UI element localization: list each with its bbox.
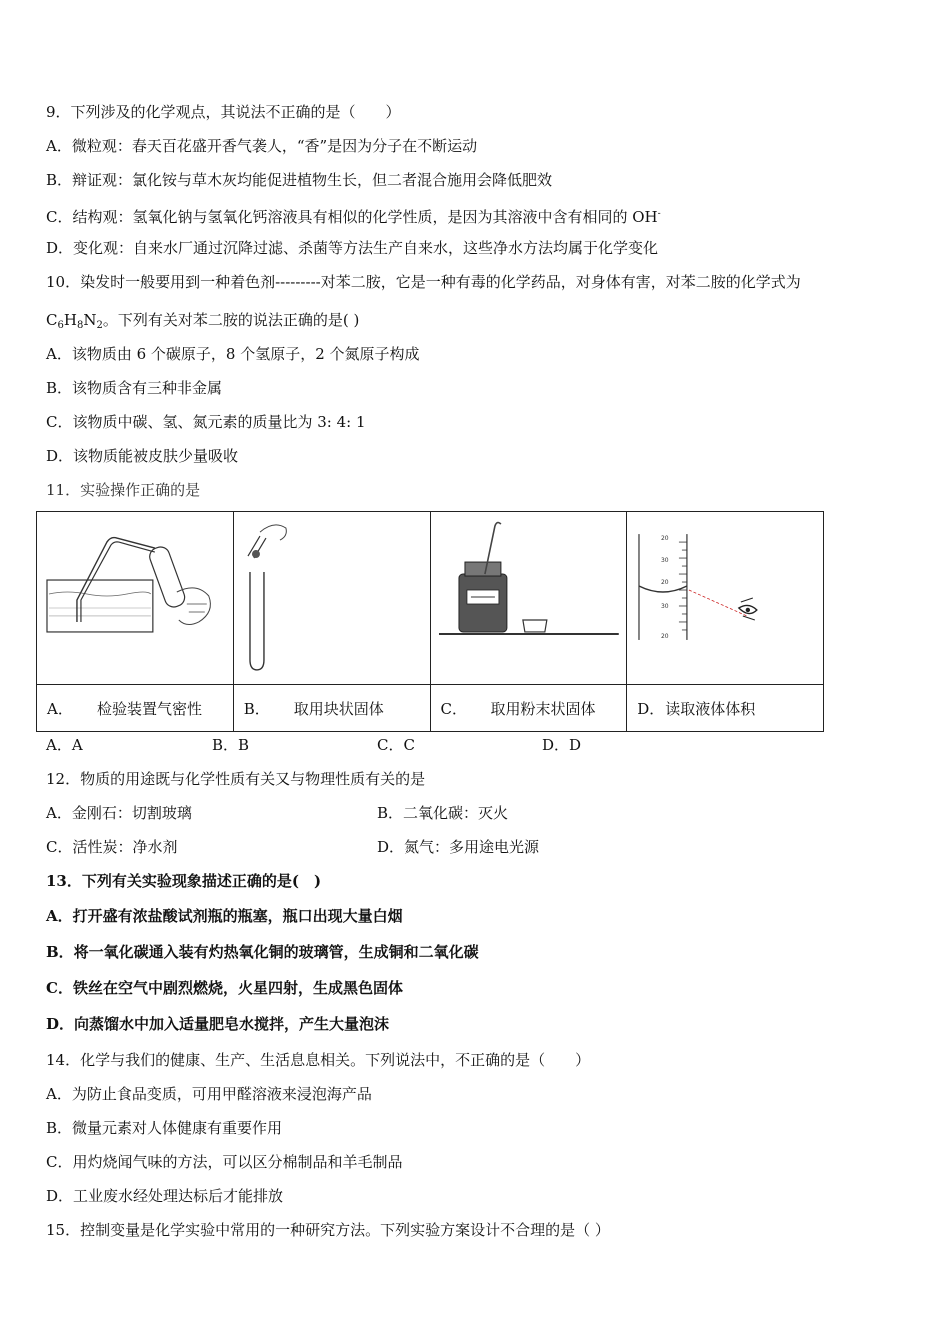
q14-stem: 14．化学与我们的健康、生产、生活息息相关。下列说法中，不正确的是（ ） bbox=[46, 1051, 591, 1069]
q10-stem-tail: 。下列有关对苯二胺的说法正确的是( ) bbox=[102, 311, 360, 329]
figure-b-caption: 取用块状固体 bbox=[293, 699, 384, 718]
q11-stem: 11．实验操作正确的是 bbox=[46, 481, 201, 499]
q13-option-d: D．向蒸馏水中加入适量肥皂水搅拌，产生大量泡沫 bbox=[46, 1015, 390, 1033]
cylinder-tick-4: 30 bbox=[661, 602, 669, 610]
airtightness-check-illustration bbox=[37, 512, 233, 684]
q14-option-d: D．工业废水经处理达标后才能排放 bbox=[46, 1187, 284, 1205]
q10-stem-line2 bbox=[46, 310, 359, 336]
figure-d-cell bbox=[627, 512, 824, 685]
q14-option-a: A．为防止食品变质，可用甲醛溶液来浸泡海产品 bbox=[46, 1085, 372, 1103]
reading-volume-illustration bbox=[627, 512, 823, 684]
q13-stem: 13．下列有关实验现象描述正确的是( ) bbox=[46, 872, 322, 890]
q10-option-b: B．该物质含有三种非金属 bbox=[46, 379, 223, 397]
cylinder-tick-3: 20 bbox=[661, 579, 669, 587]
cylinder-tick-2: 30 bbox=[661, 557, 669, 565]
figure-c-letter: C． bbox=[440, 699, 467, 718]
cylinder-tick-5: 20 bbox=[661, 632, 669, 640]
q14-option-c: C．用灼烧闻气味的方法，可以区分棉制品和羊毛制品 bbox=[46, 1153, 403, 1171]
q13-option-a: A．打开盛有浓盐酸试剂瓶的瓶塞，瓶口出现大量白烟 bbox=[46, 907, 403, 925]
q9-option-b: B．辩证观：氯化铵与草木灰均能促进植物生长，但二者混合施用会降低肥效 bbox=[46, 171, 553, 189]
q10-formula-c-sub: 6 bbox=[57, 320, 64, 331]
figure-d-caption-cell bbox=[627, 685, 824, 732]
figure-a-caption-cell bbox=[37, 685, 234, 732]
q10-option-d: D．该物质能被皮肤少量吸收 bbox=[46, 447, 239, 465]
q12-option-c: C．活性炭：净水剂 bbox=[46, 838, 178, 856]
q11-answer-b: B．B bbox=[212, 736, 250, 754]
q9-option-c: C．结构观：氢氧化钠与氢氧化钙溶液具有相似的化学性质，是因为其溶液中含有相同的 OH bbox=[46, 208, 658, 226]
q9-option-d: D．变化观：自来水厂通过沉降过滤、杀菌等方法生产自来水，这些净水方法均属于化学变化 bbox=[46, 239, 659, 257]
q15-stem: 15．控制变量是化学实验中常用的一种研究方法。下列实验方案设计不合理的是（ ） bbox=[46, 1221, 610, 1239]
q10-option-a: A．该物质由 6 个碳原子，8 个氢原子，2 个氮原子构成 bbox=[46, 345, 420, 363]
q11-answer-c: C．C bbox=[377, 736, 415, 754]
q13-option-c: C．铁丝在空气中剧烈燃烧，火星四射，生成黑色固体 bbox=[46, 979, 403, 997]
figure-b-caption-cell bbox=[233, 685, 430, 732]
q12-option-a: A．金刚石：切割玻璃 bbox=[46, 804, 192, 822]
q9-option-c-line bbox=[46, 204, 661, 227]
q12-stem: 12．物质的用途既与化学性质有关又与物理性质有关的是 bbox=[46, 770, 426, 788]
q14-option-b: B．微量元素对人体健康有重要作用 bbox=[46, 1119, 283, 1137]
q10-stem-line1: 10．染发时一般要用到一种着色剂---------对苯二胺，它是一种有毒的化学药品，对身体有害，对苯二胺的化学式为 bbox=[46, 273, 801, 291]
q12-option-b: B．二氧化碳：灭火 bbox=[377, 804, 509, 822]
q12-option-d: D．氮气：多用途电光源 bbox=[377, 838, 540, 856]
q11-answer-d: D．D bbox=[542, 736, 582, 754]
block-solid-illustration bbox=[234, 512, 430, 684]
figure-d-letter: D． bbox=[637, 699, 665, 718]
q10-option-c: C．该物质中碳、氢、氮元素的质量比为 3: 4: 1 bbox=[46, 413, 366, 431]
figure-b-cell bbox=[233, 512, 430, 685]
figure-d-caption: 读取液体体积 bbox=[665, 699, 756, 718]
q10-formula-n-sub: 2 bbox=[96, 320, 103, 331]
cylinder-tick-1: 20 bbox=[661, 535, 669, 543]
figure-b-letter: B． bbox=[243, 699, 270, 718]
figure-c-caption: 取用粉末状固体 bbox=[490, 699, 596, 718]
figure-a-caption: 检验装置气密性 bbox=[97, 699, 203, 718]
figure-c-caption-cell bbox=[430, 685, 627, 732]
q10-formula-n: N bbox=[83, 311, 97, 329]
figure-a-letter: A． bbox=[47, 699, 73, 718]
q10-formula-c: C bbox=[46, 311, 58, 329]
q10-formula-h-sub: 8 bbox=[76, 320, 84, 331]
q9-stem: 9．下列涉及的化学观点，其说法不正确的是（ ） bbox=[46, 103, 401, 121]
q9-option-c-superscript: - bbox=[657, 209, 661, 219]
q11-figure-table bbox=[36, 511, 824, 732]
figure-c-cell bbox=[430, 512, 627, 685]
q9-option-a: A．微粒观：春天百花盛开香气袭人，“香”是因为分子在不断运动 bbox=[46, 137, 478, 155]
q10-formula-h: H bbox=[63, 311, 77, 329]
q11-answer-a: A．A bbox=[46, 736, 83, 754]
powder-solid-illustration bbox=[431, 512, 627, 684]
figure-a-cell bbox=[37, 512, 234, 685]
q13-option-b: B．将一氧化碳通入装有灼热氧化铜的玻璃管，生成铜和二氧化碳 bbox=[46, 943, 479, 961]
